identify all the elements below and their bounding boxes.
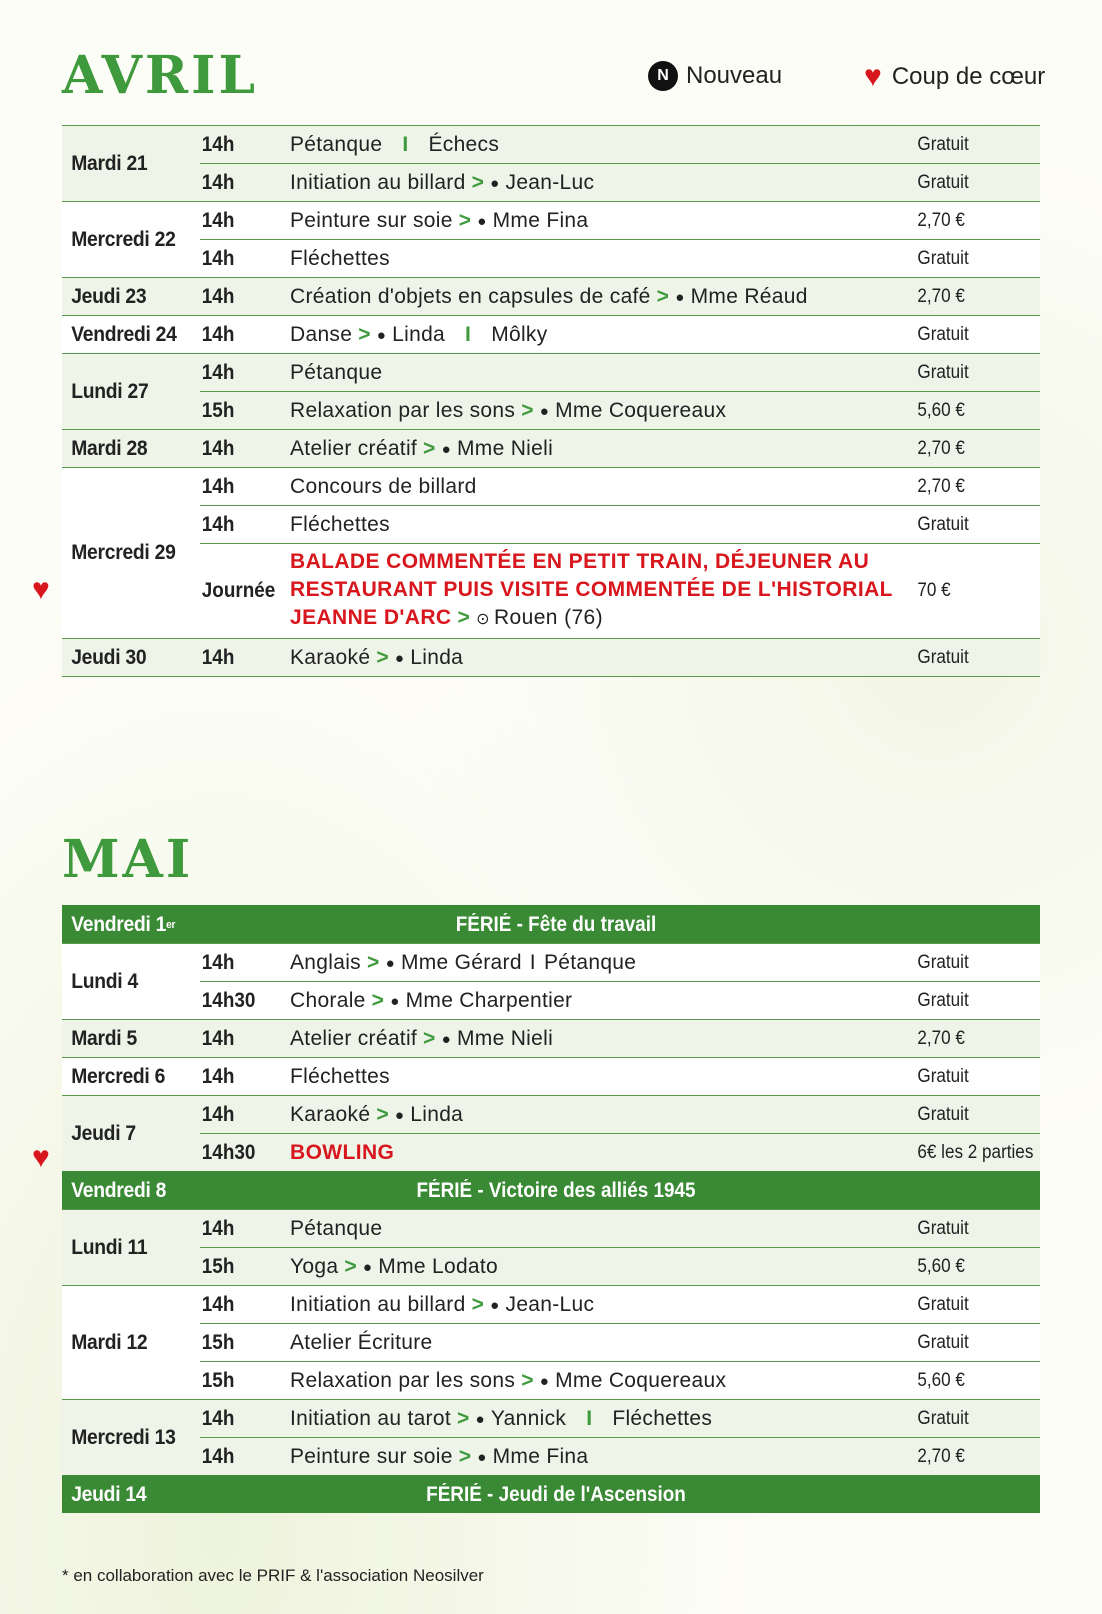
activity-row: [200, 278, 1040, 315]
activity-name: Concours de billard: [290, 474, 477, 498]
heart-icon: ♥: [32, 1141, 50, 1174]
activity-name: Atelier créatif: [290, 1026, 418, 1050]
price-cell: Gratuit: [917, 1293, 969, 1315]
activity-name: Fléchettes: [290, 246, 390, 270]
activity-cell: [290, 171, 912, 195]
activity-cell: [290, 437, 912, 461]
price-cell: 5,60 €: [917, 1255, 965, 1277]
person-icon: ●: [539, 402, 550, 420]
price-cell: 70 €: [917, 580, 951, 601]
time-cell: 14h: [201, 1292, 235, 1316]
price-cell: 2,70 €: [917, 1027, 965, 1049]
instructor-name: Yannick: [490, 1406, 567, 1430]
activity-cell: [290, 1217, 912, 1241]
activity-cell: [290, 285, 912, 309]
day-label: Jeudi 30: [71, 645, 147, 669]
day-group: [62, 315, 1040, 353]
price-cell: 6€ les 2 parties: [917, 1141, 1034, 1163]
mai-schedule-table: [62, 905, 1040, 1513]
time-cell: Journée: [201, 579, 276, 602]
footnote: * en collaboration avec le PRIF & l'association Neosilver: [62, 1566, 484, 1585]
day-group: [62, 638, 1040, 677]
person-icon: ●: [390, 992, 400, 1010]
day-group: [62, 467, 1040, 638]
activity-row: [200, 316, 1040, 353]
activity-cell: [290, 1255, 912, 1279]
arrow-icon: >: [521, 1368, 534, 1392]
day-label: Mardi 21: [71, 151, 148, 175]
day-label: Mercredi 13: [71, 1425, 176, 1449]
activity-name: Atelier Écriture: [290, 1330, 433, 1354]
activity-name: Atelier créatif: [290, 436, 418, 460]
person-icon: ●: [362, 1258, 373, 1276]
price-cell: Gratuit: [917, 361, 969, 383]
activity-row: [200, 1247, 1040, 1285]
price-cell: Gratuit: [917, 171, 969, 193]
activity-row: [200, 239, 1040, 277]
instructor-name: Linda: [410, 1102, 464, 1126]
arrow-icon: >: [366, 950, 380, 974]
month-title-avril: AVRIL: [62, 45, 259, 106]
activity-cell: [290, 399, 912, 423]
activity-cell: [290, 1103, 912, 1127]
activity-row: [200, 1020, 1040, 1057]
activity-name: Peinture sur soie: [290, 208, 453, 232]
time-cell: 15h: [201, 398, 235, 422]
price-cell: 2,70 €: [917, 437, 965, 459]
time-cell: 14h: [201, 132, 235, 156]
activity-cell: [290, 646, 912, 670]
price-cell: 5,60 €: [917, 399, 965, 421]
price-cell: Gratuit: [917, 1065, 969, 1087]
person-icon: ●: [475, 1410, 485, 1428]
person-icon: ●: [539, 1372, 550, 1390]
activity-row: [200, 981, 1040, 1019]
separator: I: [529, 950, 536, 974]
day-group: [62, 125, 1040, 201]
person-icon: ●: [441, 1030, 451, 1048]
activity-cell: [290, 951, 912, 975]
time-cell: 14h: [201, 208, 235, 232]
activity-name: Pétanque: [543, 950, 637, 974]
activity-row: [200, 354, 1040, 391]
day-group: [62, 1095, 1040, 1171]
instructor-name: Jean-Luc: [505, 1292, 595, 1316]
activity-cell: [290, 1369, 912, 1393]
price-cell: Gratuit: [917, 323, 969, 345]
heart-icon: ♥: [864, 60, 882, 93]
day-group: [62, 1057, 1040, 1095]
activity-cell: [290, 475, 912, 499]
activity-cell: [290, 544, 912, 638]
price-cell: Gratuit: [917, 1217, 969, 1239]
person-icon: ●: [477, 1448, 487, 1466]
time-cell: 14h30: [201, 988, 256, 1012]
arrow-icon: >: [423, 1026, 436, 1050]
activity-cell: [290, 247, 912, 271]
activity-row: [200, 1400, 1040, 1437]
arrow-icon: >: [344, 1254, 357, 1278]
instructor-name: Jean-Luc: [505, 170, 595, 194]
time-cell: 14h: [201, 1102, 235, 1126]
time-cell: 14h: [201, 1406, 235, 1430]
person-icon: ●: [477, 212, 487, 230]
activity-name: Danse: [290, 322, 353, 346]
instructor-name: Mme Fina: [492, 208, 589, 232]
time-cell: 14h: [201, 284, 235, 308]
time-cell: 15h: [201, 1254, 235, 1278]
activity-cell: [290, 133, 912, 157]
activity-name: Relaxation par les sons: [290, 1368, 516, 1392]
instructor-name: Mme Nieli: [457, 436, 554, 460]
price-cell: Gratuit: [917, 513, 969, 535]
holiday-row: [62, 905, 1040, 943]
day-group: [62, 1399, 1040, 1475]
day-label: Mercredi 29: [71, 541, 176, 564]
time-cell: 15h: [201, 1368, 235, 1392]
person-icon: ●: [394, 649, 405, 667]
activity-cell: [290, 1407, 912, 1431]
person-icon: ●: [490, 174, 500, 192]
heart-icon: ♥: [32, 573, 50, 606]
person-icon: ●: [385, 954, 395, 972]
legend-coup-de-coeur: [864, 62, 1045, 92]
price-cell: Gratuit: [917, 247, 969, 269]
time-cell: 14h: [201, 950, 235, 974]
location-name: Rouen (76): [493, 606, 604, 629]
person-icon: ●: [376, 326, 387, 344]
time-cell: 14h: [201, 246, 235, 270]
activity-cell: [290, 323, 912, 347]
arrow-icon: >: [456, 1406, 470, 1430]
holiday-label: FÉRIÉ - Victoire des alliés 1945: [416, 1178, 696, 1202]
price-cell: 2,70 €: [917, 1445, 965, 1467]
day-label: Vendredi 24: [71, 322, 177, 346]
arrow-icon: >: [376, 1102, 389, 1126]
activity-cell: [290, 1065, 912, 1089]
activity-name: Pétanque: [290, 360, 383, 384]
time-cell: 14h: [201, 1026, 235, 1050]
day-label: Mardi 5: [71, 1026, 137, 1050]
activity-name: Yoga: [290, 1254, 339, 1278]
activity-name: Chorale: [290, 988, 366, 1012]
day-group: [62, 277, 1040, 315]
arrow-icon: >: [376, 645, 389, 669]
price-cell: Gratuit: [917, 1331, 969, 1353]
avril-schedule-table: [62, 125, 1040, 677]
time-cell: 15h: [201, 1330, 235, 1354]
price-cell: Gratuit: [917, 989, 969, 1011]
activity-name: Initiation au billard: [290, 1292, 466, 1316]
instructor-name: Mme Charpentier: [405, 988, 573, 1012]
activity-row: [200, 126, 1040, 163]
time-cell: 14h: [201, 1444, 235, 1468]
price-cell: 2,70 €: [917, 475, 965, 497]
person-icon: ●: [490, 1296, 500, 1314]
time-cell: 14h: [201, 645, 235, 669]
activity-cell: [290, 361, 912, 385]
separator: I: [402, 132, 409, 156]
time-cell: 14h: [201, 436, 235, 460]
arrow-icon: >: [458, 208, 472, 232]
activity-name: Karaoké: [290, 645, 371, 669]
time-cell: 14h: [201, 1064, 235, 1088]
separator: I: [586, 1406, 593, 1430]
day-label: Jeudi 7: [71, 1121, 136, 1145]
day-group: [62, 429, 1040, 467]
legend-coup-de-coeur-label: Coup de cœur: [891, 63, 1046, 90]
highlight-activity: BOWLING: [290, 1140, 395, 1164]
activity-name: Môlky: [491, 322, 548, 346]
time-cell: 14h: [201, 322, 235, 346]
day-label: Vendredi 8: [71, 1178, 167, 1202]
new-badge-icon: N: [650, 63, 676, 89]
day-label: Mardi 12: [71, 1330, 148, 1354]
activity-row: [200, 1058, 1040, 1095]
instructor-name: Mme Coquereaux: [555, 398, 727, 422]
activity-row: [200, 639, 1040, 676]
activity-cell: [290, 1293, 912, 1317]
time-cell: 14h: [201, 474, 235, 498]
activity-cell: [290, 1135, 912, 1171]
activity-name: Pétanque: [290, 1216, 383, 1240]
arrow-icon: >: [471, 1292, 485, 1316]
price-cell: 2,70 €: [917, 285, 965, 307]
activity-row: [200, 1286, 1040, 1323]
location-pin-icon: ⊙: [476, 611, 490, 628]
arrow-icon: >: [423, 436, 436, 460]
separator: I: [465, 322, 472, 346]
activity-row: [200, 391, 1040, 429]
person-icon: ●: [675, 288, 685, 306]
price-cell: Gratuit: [917, 133, 969, 155]
activity-cell: [290, 1331, 912, 1355]
arrow-icon: >: [358, 322, 371, 346]
time-cell: 14h: [201, 360, 235, 384]
arrow-icon: >: [371, 988, 385, 1012]
instructor-name: Mme Nieli: [457, 1026, 554, 1050]
arrow-icon: >: [521, 398, 534, 422]
day-label: Jeudi 14: [71, 1482, 147, 1506]
price-cell: Gratuit: [917, 1407, 969, 1429]
activity-cell: [290, 1445, 912, 1469]
instructor-name: Mme Réaud: [690, 284, 808, 308]
price-cell: 5,60 €: [917, 1369, 965, 1391]
activity-cell: [290, 209, 912, 233]
activity-name: Fléchettes: [290, 512, 390, 536]
activity-cell: [290, 1027, 912, 1051]
instructor-name: Mme Lodato: [378, 1254, 499, 1278]
activity-name: Initiation au tarot: [290, 1406, 451, 1430]
person-icon: ●: [441, 440, 451, 458]
day-label: Lundi 27: [71, 379, 149, 403]
arrow-icon: >: [457, 606, 471, 629]
activity-name: Création d'objets en capsules de café: [290, 284, 651, 308]
activity-name: Relaxation par les sons: [290, 398, 516, 422]
day-label: Mardi 28: [71, 436, 148, 460]
person-icon: ●: [394, 1106, 405, 1124]
activity-row-highlight: [200, 543, 1040, 638]
instructor-name: Mme Fina: [492, 1444, 589, 1468]
holiday-row: [62, 1171, 1040, 1209]
legend-nouveau: [650, 62, 782, 90]
day-group: [62, 1209, 1040, 1285]
instructor-name: Linda: [410, 645, 464, 669]
activity-row: [200, 430, 1040, 467]
activity-name: Initiation au billard: [290, 170, 466, 194]
arrow-icon: >: [471, 170, 485, 194]
activity-row: [200, 468, 1040, 505]
day-group: [62, 353, 1040, 429]
day-label: Mercredi 22: [71, 227, 176, 251]
price-cell: 2,70 €: [917, 209, 965, 231]
price-cell: Gratuit: [917, 646, 969, 668]
activity-row: [200, 1323, 1040, 1361]
time-cell: 14h30: [201, 1140, 256, 1164]
day-label: Jeudi 23: [71, 284, 147, 308]
activity-row: [200, 202, 1040, 239]
activity-row: [200, 1361, 1040, 1399]
time-cell: 14h: [201, 170, 235, 194]
holiday-label: FÉRIÉ - Jeudi de l'Ascension: [426, 1482, 686, 1506]
day-group: [62, 1019, 1040, 1057]
day-label-sup: er: [166, 918, 176, 931]
arrow-icon: >: [458, 1444, 472, 1468]
activity-name: Fléchettes: [612, 1406, 713, 1430]
holiday-label: FÉRIÉ - Fête du travail: [455, 912, 657, 936]
holiday-row: [62, 1475, 1040, 1513]
price-cell: Gratuit: [917, 951, 969, 973]
arrow-icon: >: [656, 284, 670, 308]
activity-name: Échecs: [428, 132, 500, 156]
instructor-name: Linda: [392, 322, 446, 346]
day-label: Lundi 4: [71, 969, 138, 993]
day-group: [62, 201, 1040, 277]
time-cell: 14h: [201, 1216, 235, 1240]
highlight-activity: BALADE COMMENTÉE EN PETIT TRAIN, DÉJEUNER AU RESTAURANT PUIS VISITE COMMENTÉE DE L'HISTORIAL JEANNE D'ARC: [290, 550, 893, 629]
day-label: Lundi 11: [71, 1235, 148, 1259]
activity-row: [200, 505, 1040, 543]
month-title-mai: MAI: [62, 829, 194, 890]
day-group: [62, 943, 1040, 1019]
activity-row-highlight: [200, 1133, 1040, 1171]
activity-row: [200, 1437, 1040, 1475]
activity-name: Anglais: [290, 950, 361, 974]
legend-nouveau-label: Nouveau: [686, 62, 783, 89]
activity-cell: [290, 513, 912, 537]
instructor-name: Mme Gérard: [400, 950, 522, 974]
day-label: Mercredi 6: [71, 1064, 166, 1088]
price-cell: Gratuit: [917, 1103, 969, 1125]
activity-name: Karaoké: [290, 1102, 371, 1126]
instructor-name: Mme Coquereaux: [555, 1368, 727, 1392]
day-label-text: Vendredi 1: [71, 912, 167, 936]
time-cell: 14h: [201, 512, 235, 536]
day-group: [62, 1285, 1040, 1399]
activity-cell: [290, 989, 912, 1013]
activity-name: Pétanque: [290, 132, 383, 156]
activity-name: Peinture sur soie: [290, 1444, 453, 1468]
activity-row: [200, 1210, 1040, 1247]
activity-row: [200, 1096, 1040, 1133]
activity-row: [200, 944, 1040, 981]
activity-name: Fléchettes: [290, 1064, 390, 1088]
activity-row: [200, 163, 1040, 201]
